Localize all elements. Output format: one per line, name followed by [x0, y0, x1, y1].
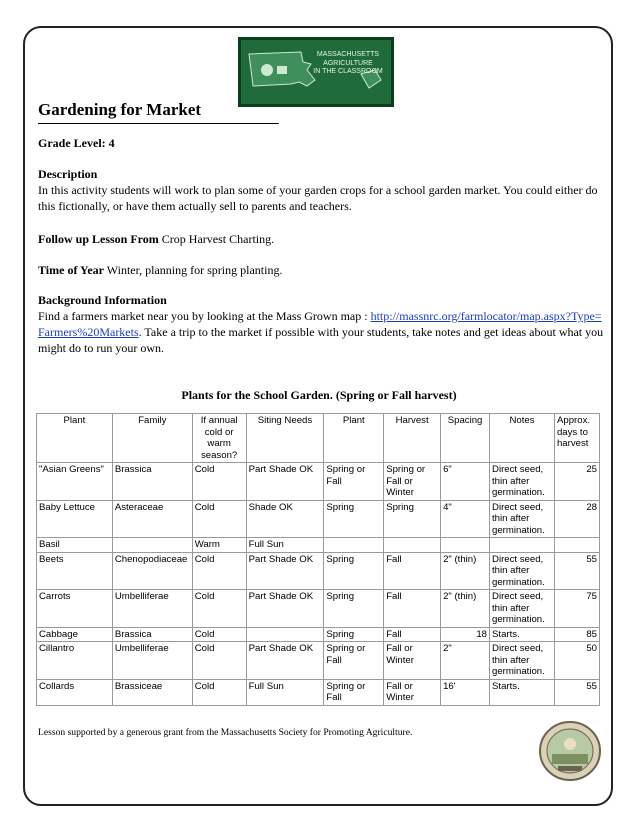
cell: Direct seed, thin after germination. [490, 463, 555, 501]
table-row [37, 627, 600, 642]
cell: Carrots [37, 590, 113, 628]
time-of-year-label: Time of Year [38, 263, 104, 277]
cell: Umbelliferae [112, 642, 192, 680]
cell: 6" [441, 463, 490, 501]
cell: Fall or Winter [384, 642, 441, 680]
cell: Part Shade OK [246, 590, 324, 628]
cell: Part Shade OK [246, 552, 324, 590]
cell: Cold [192, 679, 246, 705]
description-section [38, 166, 608, 214]
cell: Baby Lettuce [37, 500, 113, 538]
cell: Spring [324, 627, 384, 642]
header-season: If annual cold or warm season? [192, 414, 246, 463]
cell: 55 [554, 679, 599, 705]
description-heading: Description [38, 167, 98, 181]
cell: 2" (thin) [441, 590, 490, 628]
follow-up-value: Crop Harvest Charting. [161, 232, 275, 246]
grade-level: Grade Level: 4 [38, 136, 115, 150]
cell: 75 [554, 590, 599, 628]
cell: Starts. [490, 627, 555, 642]
cell: Brassiceae [112, 679, 192, 705]
cell: Spring [324, 552, 384, 590]
table-row [37, 679, 600, 705]
cell: Asteraceae [112, 500, 192, 538]
cell: Cabbage [37, 627, 113, 642]
follow-up-section [38, 231, 608, 247]
mass-agriculture-logo [238, 37, 394, 107]
cell: 18 [441, 627, 490, 642]
cell: Fall [384, 552, 441, 590]
background-text-end: . Take a trip to the market if possible with your students, take notes and get ideas about what you might do to run your own. [38, 325, 604, 355]
time-of-year-section [38, 262, 608, 278]
cell: 4" [441, 500, 490, 538]
header-family: Family [112, 414, 192, 463]
cell: Basil [37, 538, 113, 553]
logo-text: MASSACHUSETTS AGRICULTURE IN THE CLASSROOM [313, 51, 383, 75]
cell: Fall [384, 627, 441, 642]
cell: Direct seed, thin after germination. [490, 642, 555, 680]
cell: 2" [441, 642, 490, 680]
cell: Spring or Fall or Winter [384, 463, 441, 501]
description-text: In this activity students will work to plan some of your garden crops for a school garden market. You could either do this fictionally, or have them actually sell to parents and teachers. [38, 183, 598, 213]
cell: Warm [192, 538, 246, 553]
footer-note: Lesson supported by a generous grant from the Massachusetts Society for Promoting Agriculture. [38, 727, 413, 738]
cell: Fall or Winter [384, 679, 441, 705]
cell: Full Sun [246, 679, 324, 705]
cell: Cold [192, 590, 246, 628]
table-row [37, 590, 600, 628]
cell: 50 [554, 642, 599, 680]
table-header-row [37, 414, 600, 463]
cell: Spring or Fall [324, 642, 384, 680]
cell [324, 538, 384, 553]
cell: Full Sun [246, 538, 324, 553]
cell [441, 538, 490, 553]
cell: "Asian Greens" [37, 463, 113, 501]
cell: Chenopodiaceae [112, 552, 192, 590]
table-row [37, 463, 600, 501]
cell [246, 627, 324, 642]
header-plant: Plant [37, 414, 113, 463]
cell [384, 538, 441, 553]
cell [554, 538, 599, 553]
background-heading: Background Information [38, 293, 167, 307]
cell: Spring [324, 500, 384, 538]
header-siting: Siting Needs [246, 414, 324, 463]
cell: Shade OK [246, 500, 324, 538]
cell: Spring [324, 590, 384, 628]
background-section [38, 292, 608, 356]
society-seal-icon [538, 720, 602, 782]
cell: Cold [192, 642, 246, 680]
page-title: Gardening for Market [38, 100, 202, 119]
cell: Direct seed, thin after germination. [490, 500, 555, 538]
cell: 25 [554, 463, 599, 501]
cell: Beets [37, 552, 113, 590]
cell: Fall [384, 590, 441, 628]
cell: Cold [192, 500, 246, 538]
cell: Starts. [490, 679, 555, 705]
table-title: Plants for the School Garden. (Spring or Fall harvest) [181, 388, 457, 402]
cell: Umbelliferae [112, 590, 192, 628]
plants-table [36, 413, 600, 706]
cell: Spring or Fall [324, 463, 384, 501]
cell: 2" (thin) [441, 552, 490, 590]
cell: Collards [37, 679, 113, 705]
cell: Cold [192, 627, 246, 642]
cell [112, 538, 192, 553]
cell: Cillantro [37, 642, 113, 680]
table-row [37, 538, 600, 553]
header-spacing: Spacing [441, 414, 490, 463]
header-notes: Notes [490, 414, 555, 463]
header-harvest: Harvest [384, 414, 441, 463]
table-row [37, 552, 600, 590]
cell: Brassica [112, 463, 192, 501]
cell [490, 538, 555, 553]
table-row [37, 500, 600, 538]
cell: Spring [384, 500, 441, 538]
cell: Part Shade OK [246, 463, 324, 501]
cell: Direct seed, thin after germination. [490, 590, 555, 628]
follow-up-label: Follow up Lesson From [38, 232, 159, 246]
cell: Spring or Fall [324, 679, 384, 705]
background-text-start: Find a farmers market near you by looking at the Mass Grown map : [38, 309, 371, 323]
cell: 28 [554, 500, 599, 538]
cell: 55 [554, 552, 599, 590]
table-row [37, 642, 600, 680]
time-of-year-value: Winter, planning for spring planting. [106, 263, 283, 277]
cell: Direct seed, thin after germination. [490, 552, 555, 590]
cell: Cold [192, 463, 246, 501]
cell: 85 [554, 627, 599, 642]
cell: Brassica [112, 627, 192, 642]
cell: Part Shade OK [246, 642, 324, 680]
cell: 16' [441, 679, 490, 705]
title-underline [38, 123, 279, 124]
header-days: Approx. days to harvest [554, 414, 599, 463]
mass-grown-map-link[interactable]: http://massnrc.org/farmlocator/map.aspx?Type=Farmers%20Markets [38, 309, 602, 339]
header-plant-time: Plant [324, 414, 384, 463]
cell: Cold [192, 552, 246, 590]
